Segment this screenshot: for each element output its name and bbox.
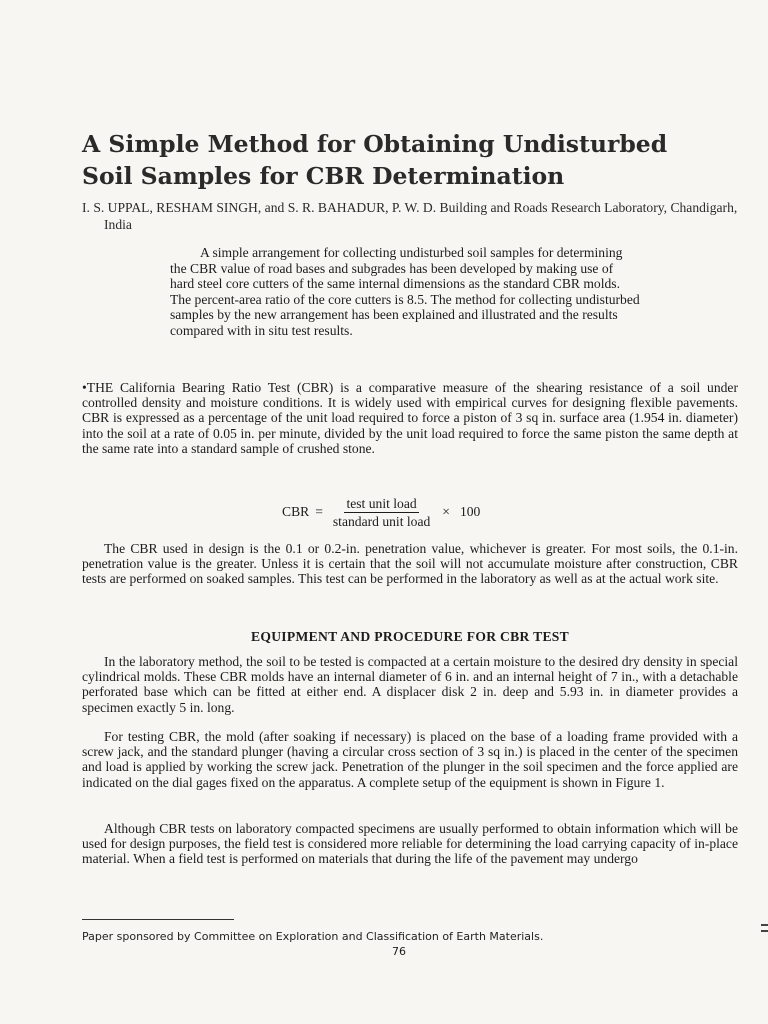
equation-denominator: standard unit load (332, 513, 431, 529)
scan-edge-mark (761, 930, 768, 932)
article-title: A Simple Method for Obtaining Undisturbed Soil Samples for CBR Determination (82, 130, 668, 190)
body-paragraph-2: The CBR used in design is the 0.1 or 0.2-in. penetration value, whichever is greater. For most soils, the 0.1-in. penetration value is the greater. Unless it is certain that the soil will not accumulate moisture after construction, CBR tests are performed on soaked samples. This test can be performed in the laboratory as well as at the actual work site. (82, 541, 738, 587)
body-paragraph-5: Although CBR tests on laboratory compacted specimens are usually performed to obtain information which will be used for design purposes, the field test is considered more reliable for determining the load carrying capacity of in-place material. When a field test is performed on materials that during the life of the pavement may undergo (82, 821, 738, 867)
author-affiliation: I. S. UPPAL, RESHAM SINGH, and S. R. BAHADUR, P. W. D. Building and Roads Research Laboratory, Chandigarh, India (82, 200, 738, 232)
equation-fraction (333, 496, 430, 529)
body-paragraph-3: In the laboratory method, the soil to be tested is compacted at a certain moisture to the desired dry density in special cylindrical molds. These CBR molds have an internal diameter of 6 in. and an internal height of 7 in., with a detachable perforated base which can be fitted at either end. A displacer disk 2 in. deep and 5.93 in. in diameter provides a specimen exactly 5 in. long. (82, 654, 738, 715)
equation-lhs: CBR (282, 504, 310, 519)
equation-times: × (442, 504, 450, 519)
body-paragraph-1: •THE California Bearing Ratio Test (CBR) is a comparative measure of the shearing resistance of a soil under controlled density and moisture conditions. It is widely used with empirical curves for designing flexible pavements. CBR is expressed as a percentage of the unit load required to force a piston of 3 sq in. surface area (1.954 in. diameter) into the soil at a rate of 0.05 in. per minute, divided by the unit load required to force the same piston the same depth at the same rate into a standard sample of crushed stone. (82, 380, 738, 456)
footnote: Paper sponsored by Committee on Exploration and Classification of Earth Materials. (82, 930, 544, 943)
equation-numerator: test unit load (346, 495, 417, 511)
section-heading: EQUIPMENT AND PROCEDURE FOR CBR TEST (250, 629, 570, 644)
cbr-equation (282, 496, 480, 528)
equation-equals: = (315, 504, 323, 519)
scan-edge-mark (761, 924, 768, 926)
abstract: A simple arrangement for collecting undisturbed soil samples for determining the CBR value of road bases and subgrades has been developed by making use of hard steel core cutters of the same internal dimensions as the standard CBR molds. The percent-area ratio of the core cutters is 8.5. The method for collecting undisturbed samples by the new arrangement has been explained and illustrated and the results compared with in situ test results. (170, 245, 640, 338)
equation-factor: 100 (459, 504, 481, 519)
footnote-divider (82, 919, 234, 920)
page-number: 76 (392, 945, 406, 958)
body-paragraph-4: For testing CBR, the mold (after soaking if necessary) is placed on the base of a loading frame provided with a screw jack, and the standard plunger (having a circular cross section of 3 sq in.) is placed in the center of the specimen and load is applied by working the screw jack. Penetration of the plunger in the soil specimen and the force applied are indicated on the dial gages fixed on the apparatus. A complete setup of the equipment is shown in Figure 1. (82, 729, 738, 790)
